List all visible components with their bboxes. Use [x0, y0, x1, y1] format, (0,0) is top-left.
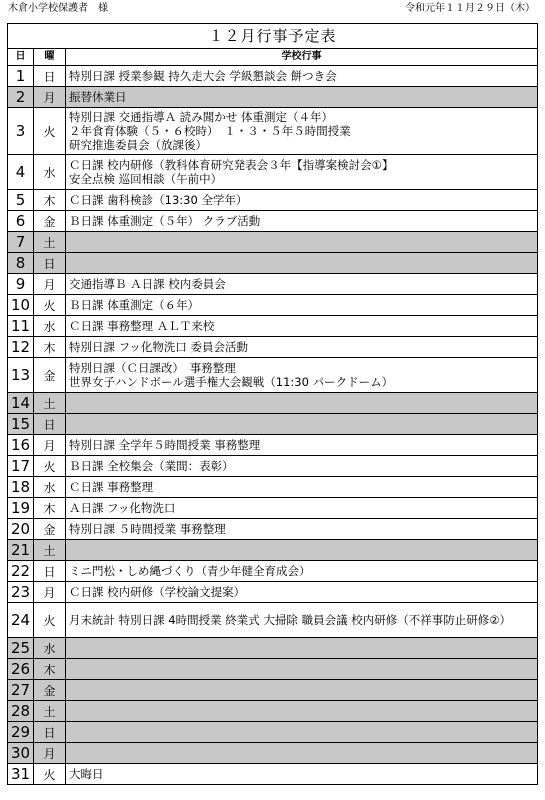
events-cell — [66, 316, 538, 337]
events-cell — [66, 680, 538, 701]
event-line: 安全点検 巡回相談（午前中） — [69, 172, 223, 186]
day-cell: 8 — [8, 253, 34, 274]
events-cell — [66, 66, 538, 87]
table-row — [8, 498, 538, 519]
event-line: Ｃ日課 校内研修（学校論文提案） — [69, 585, 246, 599]
table-row — [8, 393, 538, 414]
column-header-events: 学校行事 — [66, 49, 538, 66]
table-row — [8, 743, 538, 764]
day-cell: 6 — [8, 211, 34, 232]
weekday-cell: 水 — [34, 638, 66, 659]
table-row — [8, 253, 538, 274]
table-row — [8, 659, 538, 680]
event-line: Ｃ日課 歯科検診（13:30 全学年） — [69, 193, 248, 207]
weekday-cell: 火 — [34, 603, 66, 638]
weekday-cell: 月 — [34, 582, 66, 603]
event-line: 特別日課（Ｃ日課改） 事務整理 — [69, 361, 236, 375]
day-cell: 4 — [8, 155, 34, 190]
weekday-cell: 水 — [34, 155, 66, 190]
events-cell — [66, 582, 538, 603]
events-cell — [66, 155, 538, 190]
events-cell — [66, 701, 538, 722]
event-line: 特別日課 フッ化物洗口 委員会活動 — [69, 340, 249, 354]
day-cell: 10 — [8, 295, 34, 316]
weekday-cell: 金 — [34, 211, 66, 232]
table-row — [8, 701, 538, 722]
table-row — [8, 108, 538, 155]
events-cell — [66, 87, 538, 108]
schedule-sheet — [7, 23, 538, 785]
event-line: 月末統計 特別日課 4時間授業 終業式 大掃除 職員会議 校内研修（不祥事防止研修②） — [69, 613, 512, 627]
day-cell: 3 — [8, 108, 34, 155]
table-row — [8, 477, 538, 498]
weekday-cell: 月 — [34, 743, 66, 764]
event-line: Ａ日課 フッ化物洗口 — [69, 501, 176, 515]
table-row — [8, 435, 538, 456]
weekday-cell: 水 — [34, 316, 66, 337]
column-header-day: 日 — [8, 49, 34, 66]
day-cell: 21 — [8, 540, 34, 561]
table-row — [8, 87, 538, 108]
event-line: Ｂ日課 体重測定（５年） クラブ活動 — [69, 214, 261, 228]
table-row — [8, 211, 538, 232]
events-cell — [66, 743, 538, 764]
weekday-cell: 木 — [34, 498, 66, 519]
day-cell: 7 — [8, 232, 34, 253]
events-cell — [66, 253, 538, 274]
weekday-cell: 日 — [34, 722, 66, 743]
day-cell: 17 — [8, 456, 34, 477]
events-cell — [66, 435, 538, 456]
event-line: 世界女子ハンドボール選手権大会観戦（11:30 パークドーム） — [69, 375, 394, 389]
events-cell — [66, 414, 538, 435]
table-row — [8, 456, 538, 477]
events-cell — [66, 295, 538, 316]
day-cell: 13 — [8, 358, 34, 393]
day-cell: 14 — [8, 393, 34, 414]
event-line: 特別日課 授業参観 持久走大会 学級懇談会 餅つき会 — [69, 69, 337, 83]
weekday-cell: 土 — [34, 232, 66, 253]
event-line: 特別日課 交通指導Ａ 読み聞かせ 体重測定（４年） — [69, 110, 333, 124]
events-cell — [66, 108, 538, 155]
table-row — [8, 190, 538, 211]
table-row — [8, 232, 538, 253]
event-line: 特別日課 ５時間授業 事務整理 — [69, 522, 226, 536]
events-cell — [66, 764, 538, 785]
day-cell: 16 — [8, 435, 34, 456]
events-cell — [66, 456, 538, 477]
events-cell — [66, 603, 538, 638]
table-row — [8, 582, 538, 603]
event-line: Ｃ日課 事務整理 — [69, 480, 154, 494]
table-row — [8, 540, 538, 561]
weekday-cell: 火 — [34, 456, 66, 477]
events-cell — [66, 498, 538, 519]
table-row — [8, 722, 538, 743]
issue-date: 令和元年１１月２９日（木） — [405, 3, 535, 14]
header-row — [8, 49, 538, 66]
weekday-cell: 月 — [34, 274, 66, 295]
day-cell: 22 — [8, 561, 34, 582]
table-row — [8, 274, 538, 295]
table-row — [8, 519, 538, 540]
table-row — [8, 414, 538, 435]
table-row — [8, 764, 538, 785]
event-line: Ｂ日課 体重測定（６年） — [69, 298, 200, 312]
event-line: ミニ門松・しめ縄づくり（青少年健全育成会） — [69, 564, 311, 578]
day-cell: 28 — [8, 701, 34, 722]
weekday-cell: 日 — [34, 561, 66, 582]
event-line: Ｃ日課 校内研修（教科体育研究発表会３年【指導案検討会①】 — [69, 158, 394, 172]
events-cell — [66, 274, 538, 295]
weekday-cell: 金 — [34, 358, 66, 393]
recipient-label: 木倉小学校保護者 様 — [8, 3, 108, 14]
table-row — [8, 295, 538, 316]
day-cell: 12 — [8, 337, 34, 358]
day-cell: 26 — [8, 659, 34, 680]
weekday-cell: 月 — [34, 87, 66, 108]
events-cell — [66, 540, 538, 561]
weekday-cell: 木 — [34, 659, 66, 680]
day-cell: 18 — [8, 477, 34, 498]
events-cell — [66, 519, 538, 540]
table-row — [8, 66, 538, 87]
day-cell: 23 — [8, 582, 34, 603]
events-cell — [66, 190, 538, 211]
day-cell: 2 — [8, 87, 34, 108]
weekday-cell: 水 — [34, 477, 66, 498]
day-cell: 29 — [8, 722, 34, 743]
schedule-table — [7, 48, 538, 785]
day-cell: 19 — [8, 498, 34, 519]
table-row — [8, 561, 538, 582]
day-cell: 30 — [8, 743, 34, 764]
day-cell: 27 — [8, 680, 34, 701]
weekday-cell: 日 — [34, 414, 66, 435]
weekday-cell: 月 — [34, 435, 66, 456]
events-cell — [66, 477, 538, 498]
events-cell — [66, 211, 538, 232]
day-cell: 25 — [8, 638, 34, 659]
column-header-weekday: 曜 — [34, 49, 66, 66]
event-line: 大晦日 — [69, 767, 104, 781]
event-line: 振替休業日 — [69, 90, 127, 104]
day-cell: 31 — [8, 764, 34, 785]
weekday-cell: 土 — [34, 540, 66, 561]
day-cell: 5 — [8, 190, 34, 211]
table-row — [8, 316, 538, 337]
table-row — [8, 638, 538, 659]
event-line: Ｂ日課 全校集会（業間：表彰） — [69, 459, 234, 473]
event-line: ２年食育体験（５・６校時） １・３・５年５時間授業 — [69, 124, 351, 138]
day-cell: 24 — [8, 603, 34, 638]
table-row — [8, 680, 538, 701]
event-line: 交通指導Ｂ Ａ日課 校内委員会 — [69, 277, 226, 291]
table-row — [8, 603, 538, 638]
weekday-cell: 火 — [34, 295, 66, 316]
day-cell: 15 — [8, 414, 34, 435]
schedule-title: １２月行事予定表 — [7, 23, 538, 48]
weekday-cell: 日 — [34, 66, 66, 87]
weekday-cell: 日 — [34, 253, 66, 274]
table-row — [8, 358, 538, 393]
weekday-cell: 土 — [34, 393, 66, 414]
day-cell: 11 — [8, 316, 34, 337]
events-cell — [66, 337, 538, 358]
events-cell — [66, 561, 538, 582]
day-cell: 9 — [8, 274, 34, 295]
weekday-cell: 火 — [34, 108, 66, 155]
events-cell — [66, 722, 538, 743]
weekday-cell: 土 — [34, 701, 66, 722]
events-cell — [66, 638, 538, 659]
event-line: Ｃ日課 事務整理 ＡＬＴ来校 — [69, 319, 215, 333]
weekday-cell: 金 — [34, 680, 66, 701]
events-cell — [66, 659, 538, 680]
day-cell: 20 — [8, 519, 34, 540]
events-cell — [66, 358, 538, 393]
table-row — [8, 155, 538, 190]
weekday-cell: 木 — [34, 337, 66, 358]
events-cell — [66, 232, 538, 253]
event-line: 特別日課 全学年５時間授業 事務整理 — [69, 438, 261, 452]
events-cell — [66, 393, 538, 414]
weekday-cell: 木 — [34, 190, 66, 211]
event-line: 研究推進委員会（放課後） — [69, 138, 207, 152]
day-cell: 1 — [8, 66, 34, 87]
weekday-cell: 火 — [34, 764, 66, 785]
weekday-cell: 金 — [34, 519, 66, 540]
table-row — [8, 337, 538, 358]
